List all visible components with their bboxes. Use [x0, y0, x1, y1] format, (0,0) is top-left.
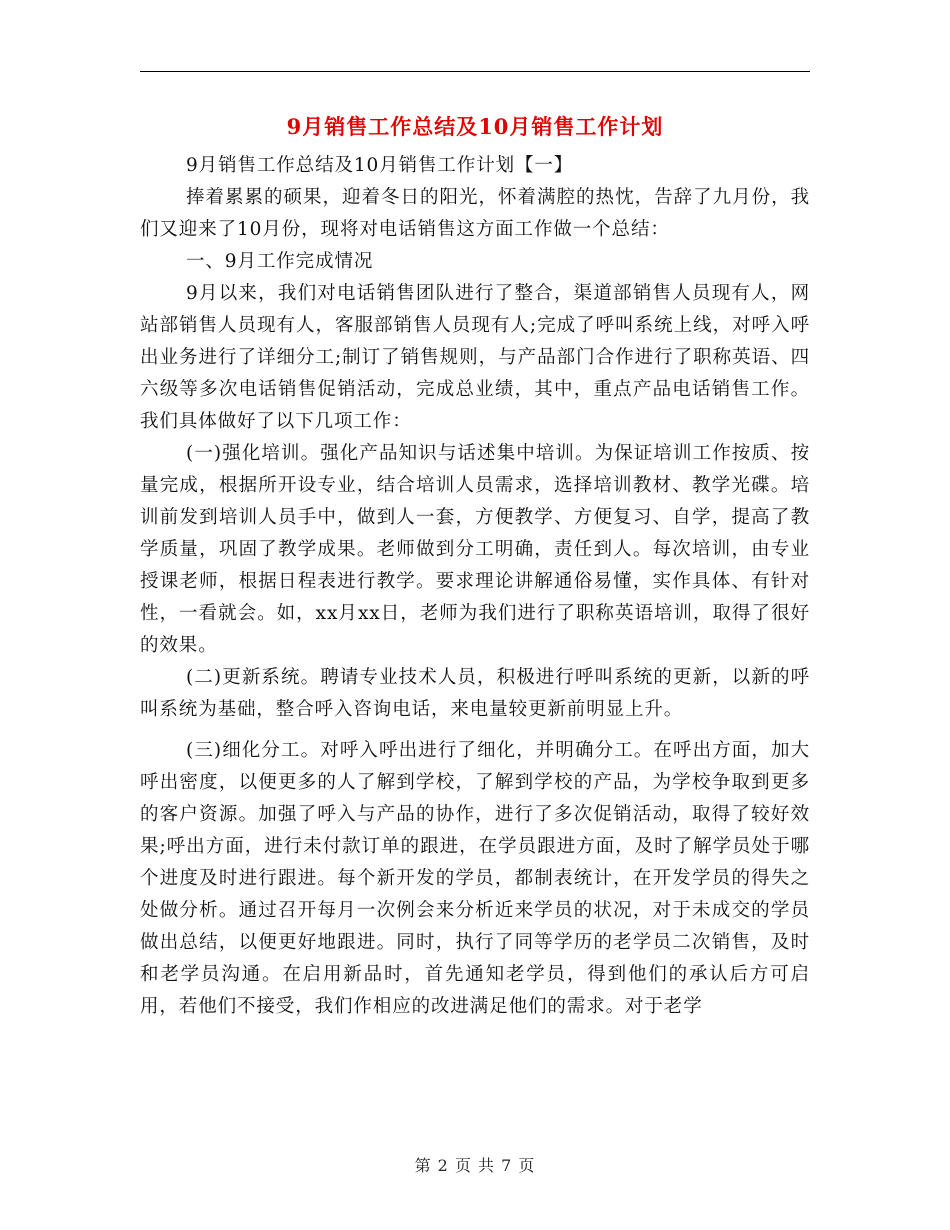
paragraph-overview: 9月以来，我们对电话销售团队进行了整合，渠道部销售人员现有人，网站部销售人员现有人，客服部销售人员现有人;完成了呼叫系统上线，对呼入呼出业务进行了详细分工;制订了销售规则，与产品部门合作进行了职称英语、四六级等多次电话销售促销活动，完成总业绩，其中，重点产品电话销售工作。我们具体做好了以下几项工作： — [140, 283, 810, 432]
paragraph-system-update: (二)更新系统。聘请专业技术人员，积极进行呼叫系统的更新，以新的呼叫系统为基础，整合呼入咨询电话，来电量较更新前明显上升。 — [140, 667, 810, 720]
page-number: 第 2 页 共 7 页 — [414, 1156, 536, 1175]
header-rule — [140, 71, 810, 72]
document-body — [140, 150, 810, 1023]
paragraph-training: (一)强化培训。强化产品知识与话述集中培训。为保证培训工作按质、按量完成，根据所开设专业，结合培训人员需求，选择培训教材、教学光碟。培训前发到培训人员手中，做到人一套，方便教学、方便复习、自学，提高了教学质量，巩固了教学成果。老师做到分工明确，责任到人。每次培训，由专业授课老师，根据日程表进行教学。要求理论讲解通俗易懂，实作具体、有针对性，一看就会。如，xx月xx日，老师为我们进行了职称英语培训，取得了很好的效果。 — [140, 443, 810, 656]
paragraph-subtitle: 9月销售工作总结及10月销售工作计划【一】 — [186, 155, 574, 176]
paragraph-intro: 捧着累累的硕果，迎着冬日的阳光，怀着满腔的热忱，告辞了九月份，我们又迎来了10月份，现将对电话销售这方面工作做一个总结： — [140, 187, 810, 240]
document-title: 9月销售工作总结及10月销售工作计划 — [286, 114, 664, 139]
paragraph-division-of-labor: (三)细化分工。对呼入呼出进行了细化，并明确分工。在呼出方面，加大呼出密度，以便更多的人了解到学校，了解到学校的产品，为学校争取到更多的客户资源。加强了呼入与产品的协作，进行了多次促销活动，取得了较好效果;呼出方面，进行未付款订单的跟进，在学员跟进方面，及时了解学员处于哪个进度及时进行跟进。每个新开发的学员，都制表统计，在开发学员的得失之处做分析。通过召开每月一次例会来分析近来学员的状况，对于未成交的学员做出总结，以便更好地跟进。同时，执行了同等学历的老学员二次销售，及时和老学员沟通。在启用新品时，首先通知老学员，得到他们的承认后方可启用，若他们不接受，我们作相应的改进满足他们的需求。对于老学 — [140, 740, 810, 1017]
section-heading: 一、9月工作完成情况 — [186, 251, 374, 272]
